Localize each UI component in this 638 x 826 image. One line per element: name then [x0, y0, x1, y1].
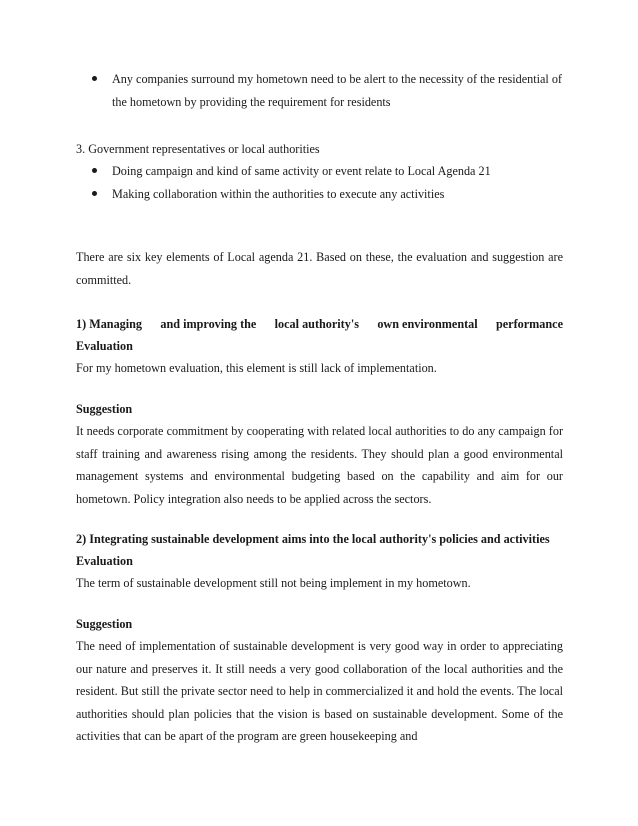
suggestion-label: Suggestion: [76, 402, 133, 416]
heading-word: 1) Managing: [76, 317, 143, 331]
evaluation-label: Evaluation: [76, 339, 133, 353]
bullet-icon: [92, 168, 97, 173]
list-item: [92, 68, 562, 113]
heading-word: local authority's: [274, 317, 359, 331]
evaluation-text: The term of sustainable development still not being implement in my hometown.: [76, 576, 471, 590]
heading-word: performance: [495, 317, 563, 331]
element2-heading: 2) Integrating sustainable development aims into the local authority's policies and activities: [76, 532, 550, 546]
heading-word: own environmental: [377, 317, 478, 331]
suggestion-label: Suggestion: [76, 617, 133, 631]
bullet-text: Doing campaign and kind of same activity or event relate to Local Agenda 21: [112, 164, 491, 178]
suggestion-text: The need of implementation of sustainable development is very good way in order to appreciating our nature and preserves it. It still needs a very good collaboration of the local authorities and the resident. But still the private sector need to help in commercialized it and hold the events. The local authorities should plan policies that the vision is based on sustainable development. Some of the activities that can be apart of the program are green housekeeping and: [76, 639, 563, 743]
bullet-icon: [92, 76, 97, 81]
bullet-text: Making collaboration within the authorities to execute any activities: [112, 187, 445, 201]
heading-word: and improving the: [160, 317, 257, 331]
suggestion-text: It needs corporate commitment by cooperating with related local authorities to do any campaign for staff training and awareness rising among the residents. They should plan a good environmental management systems and environmental budgeting based on the capability and aim for our hometown. Policy integration also needs to be applied across the sectors.: [76, 424, 563, 506]
bullet-text: Any companies surround my hometown need to be alert to the necessity of the residential of the hometown by providing the requirement for residents: [112, 72, 562, 109]
list-item: [92, 160, 562, 183]
bullet-icon: [92, 191, 97, 196]
intro-paragraph: There are six key elements of Local agenda 21. Based on these, the evaluation and suggestion are committed.: [76, 250, 563, 287]
evaluation-text: For my hometown evaluation, this element is still lack of implementation.: [76, 361, 437, 375]
section-heading: 3. Government representatives or local authorities: [76, 142, 320, 156]
list-item: [92, 183, 562, 206]
evaluation-label: Evaluation: [76, 554, 133, 568]
element1-heading: [76, 313, 563, 336]
